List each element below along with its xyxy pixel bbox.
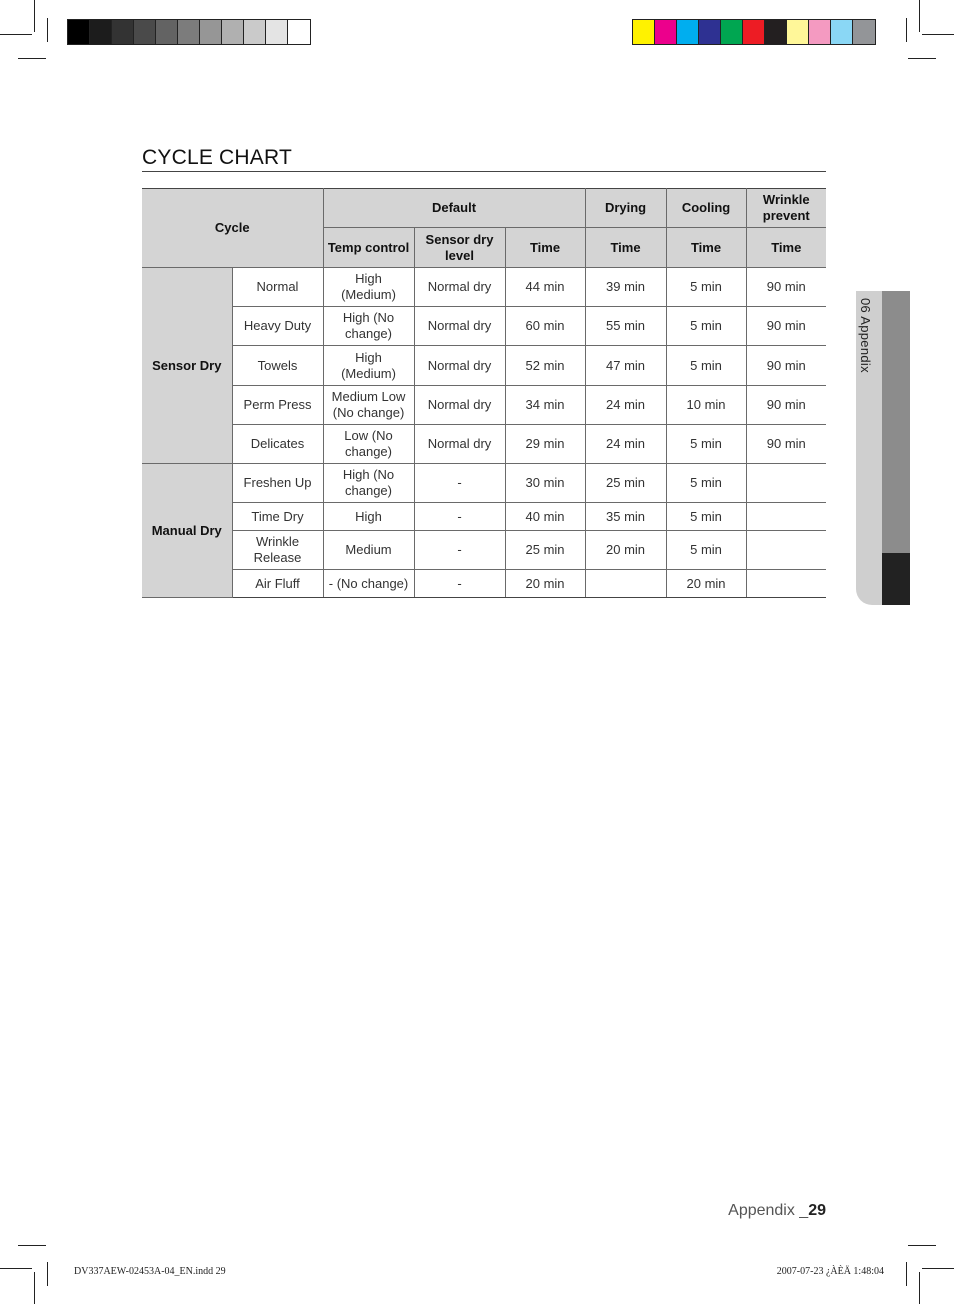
cell-wrinkle — [746, 531, 826, 570]
header-wrinkle-prevent: Wrinkle prevent — [746, 189, 826, 228]
crop-mark — [908, 1245, 936, 1246]
cell-temp: High (No change) — [323, 464, 414, 503]
swatch — [787, 20, 809, 44]
cell-wrinkle: 90 min — [746, 346, 826, 386]
table-row — [142, 307, 826, 346]
cell-wrinkle — [746, 464, 826, 503]
swatch — [743, 20, 765, 44]
crop-mark — [906, 18, 907, 42]
crop-mark — [0, 1268, 32, 1269]
header-default-time: Time — [505, 228, 585, 268]
crop-mark — [47, 1262, 48, 1286]
cell-cycle: Delicates — [232, 425, 323, 464]
crop-mark — [0, 34, 32, 35]
swatch — [677, 20, 699, 44]
cell-cooling: 5 min — [666, 464, 746, 503]
grayscale-swatch-bar — [67, 19, 311, 45]
cell-drying: 39 min — [585, 268, 666, 307]
cell-temp: Medium — [323, 531, 414, 570]
cell-drying — [585, 570, 666, 598]
table-row — [142, 464, 826, 503]
swatch — [112, 20, 134, 44]
cell-temp: Medium Low (No change) — [323, 386, 414, 425]
swatch — [90, 20, 112, 44]
title-rule — [142, 171, 826, 172]
cell-time: 44 min — [505, 268, 585, 307]
crop-mark — [908, 58, 936, 59]
crop-mark — [922, 34, 954, 35]
swatch — [699, 20, 721, 44]
swatch — [266, 20, 288, 44]
crop-mark — [47, 18, 48, 42]
cell-cycle: Air Fluff — [232, 570, 323, 598]
cell-time: 60 min — [505, 307, 585, 346]
swatch — [68, 20, 90, 44]
cell-wrinkle: 90 min — [746, 425, 826, 464]
cell-wrinkle: 90 min — [746, 386, 826, 425]
cell-drying: 24 min — [585, 425, 666, 464]
cell-temp: High — [323, 503, 414, 531]
side-tab-gray-band — [882, 291, 910, 553]
group-label: Sensor Dry — [142, 268, 232, 464]
cell-temp: High (Medium) — [323, 268, 414, 307]
cell-cooling: 5 min — [666, 346, 746, 386]
cell-temp: High (Medium) — [323, 346, 414, 386]
table-row — [142, 386, 826, 425]
table-row — [142, 268, 826, 307]
side-tab-label: 06 Appendix — [858, 298, 873, 373]
header-drying: Drying — [585, 189, 666, 228]
crop-mark — [919, 1272, 920, 1304]
slug-timestamp: 2007-07-23 ¿ÀÈÄ 1:48:04 — [776, 1266, 884, 1277]
crop-mark — [18, 1245, 46, 1246]
table-row — [142, 503, 826, 531]
swatch — [178, 20, 200, 44]
swatch — [809, 20, 831, 44]
table-row — [142, 531, 826, 570]
cell-wrinkle: 90 min — [746, 307, 826, 346]
table-row — [142, 570, 826, 598]
cell-cycle: Normal — [232, 268, 323, 307]
swatch — [831, 20, 853, 44]
cell-level: - — [414, 531, 505, 570]
cell-time: 25 min — [505, 531, 585, 570]
cell-level: Normal dry — [414, 386, 505, 425]
group-label: Manual Dry — [142, 464, 232, 598]
cell-drying: 20 min — [585, 531, 666, 570]
header-default: Default — [323, 189, 585, 228]
cell-cooling: 5 min — [666, 268, 746, 307]
header-drying-time: Time — [585, 228, 666, 268]
header-cooling-time: Time — [666, 228, 746, 268]
cell-cooling: 5 min — [666, 503, 746, 531]
cell-level: Normal dry — [414, 268, 505, 307]
cell-temp: - (No change) — [323, 570, 414, 598]
crop-mark — [922, 1268, 954, 1269]
cell-wrinkle — [746, 570, 826, 598]
header-temp-control: Temp control — [323, 228, 414, 268]
cell-drying: 24 min — [585, 386, 666, 425]
cell-time: 30 min — [505, 464, 585, 503]
swatch — [156, 20, 178, 44]
cell-cooling: 5 min — [666, 531, 746, 570]
side-tab-dark-band — [882, 553, 910, 605]
header-cooling: Cooling — [666, 189, 746, 228]
cell-temp: High (No change) — [323, 307, 414, 346]
page-title: CYCLE CHART — [142, 146, 293, 169]
cell-wrinkle: 90 min — [746, 268, 826, 307]
cell-cooling: 5 min — [666, 425, 746, 464]
header-sensor-dry-level: Sensor dry level — [414, 228, 505, 268]
swatch — [853, 20, 875, 44]
crop-mark — [906, 1262, 907, 1286]
swatch — [222, 20, 244, 44]
cell-time: 20 min — [505, 570, 585, 598]
cell-cycle: Wrinkle Release — [232, 531, 323, 570]
footer-section: Appendix _ — [728, 1202, 809, 1219]
swatch — [134, 20, 156, 44]
cell-cycle: Towels — [232, 346, 323, 386]
cell-cycle: Perm Press — [232, 386, 323, 425]
cell-level: Normal dry — [414, 346, 505, 386]
header-cycle: Cycle — [142, 189, 323, 268]
swatch — [288, 20, 310, 44]
swatch — [244, 20, 266, 44]
cell-level: Normal dry — [414, 307, 505, 346]
footer-page: 29 — [808, 1202, 826, 1219]
slug-file-name: DV337AEW-02453A-04_EN.indd 29 — [74, 1266, 226, 1277]
swatch — [721, 20, 743, 44]
cell-cooling: 5 min — [666, 307, 746, 346]
cell-cycle: Time Dry — [232, 503, 323, 531]
crop-mark — [919, 0, 920, 32]
cell-cycle: Heavy Duty — [232, 307, 323, 346]
cell-temp: Low (No change) — [323, 425, 414, 464]
cell-cooling: 10 min — [666, 386, 746, 425]
swatch — [200, 20, 222, 44]
footer-page-number — [728, 1202, 826, 1220]
cell-time: 34 min — [505, 386, 585, 425]
crop-mark — [34, 0, 35, 32]
cell-time: 29 min — [505, 425, 585, 464]
cell-level: Normal dry — [414, 425, 505, 464]
table-row — [142, 425, 826, 464]
crop-mark — [18, 58, 46, 59]
table-row — [142, 346, 826, 386]
cell-level: - — [414, 464, 505, 503]
cell-drying: 35 min — [585, 503, 666, 531]
swatch — [765, 20, 787, 44]
cell-time: 52 min — [505, 346, 585, 386]
header-wrinkle-time: Time — [746, 228, 826, 268]
cell-level: - — [414, 570, 505, 598]
cell-level: - — [414, 503, 505, 531]
crop-mark — [34, 1272, 35, 1304]
cell-cooling: 20 min — [666, 570, 746, 598]
swatch — [655, 20, 677, 44]
cycle-chart-table — [142, 188, 826, 598]
cell-drying: 55 min — [585, 307, 666, 346]
cell-time: 40 min — [505, 503, 585, 531]
swatch — [633, 20, 655, 44]
cell-cycle: Freshen Up — [232, 464, 323, 503]
cell-drying: 47 min — [585, 346, 666, 386]
cell-drying: 25 min — [585, 464, 666, 503]
color-swatch-bar — [632, 19, 876, 45]
cell-wrinkle — [746, 503, 826, 531]
